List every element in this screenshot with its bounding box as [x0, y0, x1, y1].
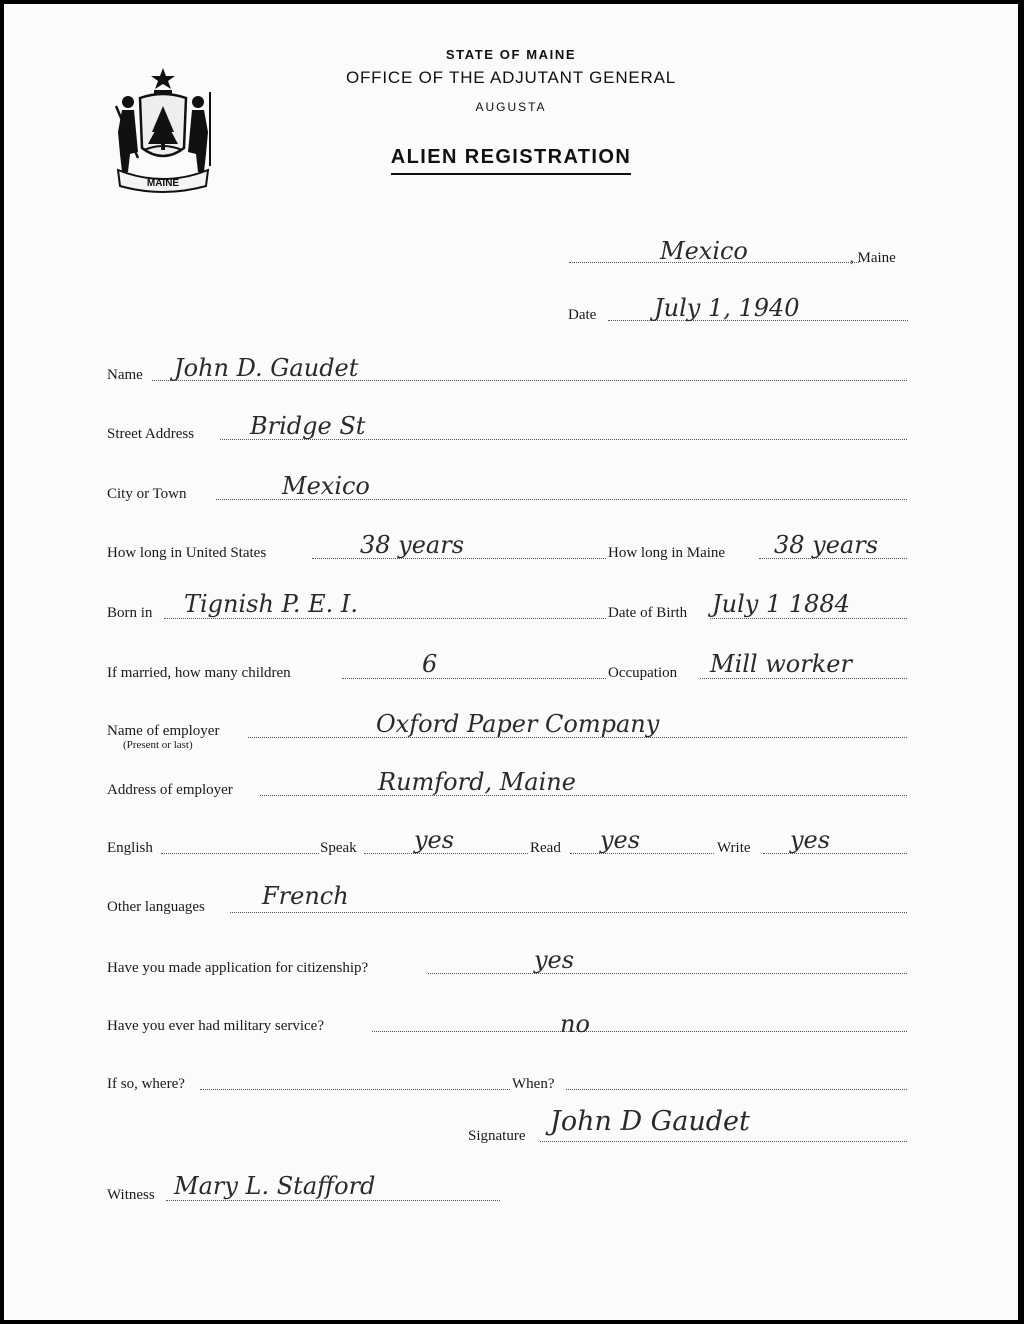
form-title: ALIEN REGISTRATION — [4, 146, 1018, 175]
write-entry: yes — [790, 826, 831, 854]
read-entry: yes — [600, 826, 641, 854]
date-of-birth-line — [710, 618, 907, 619]
name-label: Name — [107, 367, 143, 383]
when-label: When? — [512, 1076, 555, 1092]
registration-form — [4, 4, 1018, 1320]
street-label: Street Address — [107, 426, 195, 442]
occupation-line — [700, 678, 907, 679]
signature-label: Signature — [468, 1128, 526, 1144]
city-entry: Mexico — [282, 472, 370, 500]
witness-line — [166, 1200, 500, 1201]
street-entry: Bridge St — [250, 412, 366, 440]
when-line — [566, 1089, 907, 1090]
read-label: Read — [530, 840, 561, 856]
employer-address-entry: Rumford, Maine — [378, 768, 576, 796]
other-languages-label: Other languages — [107, 899, 205, 915]
employer-label: Name of employer — [107, 723, 220, 739]
citizenship-line — [428, 973, 907, 974]
employer-address-label: Address of employer — [107, 782, 233, 798]
city-heading: AUGUSTA — [475, 100, 547, 114]
employer-address-line — [260, 795, 907, 796]
english-line — [161, 853, 319, 854]
born-in-label: Born in — [107, 605, 153, 621]
other-languages-entry: French — [262, 882, 349, 910]
signature-entry: John D Gaudet — [550, 1106, 750, 1137]
date-entry: July 1, 1940 — [654, 294, 800, 322]
date-of-birth-entry: July 1 1884 — [712, 590, 850, 618]
citizenship-entry: yes — [534, 946, 575, 974]
military-label: Have you ever had military service? — [107, 1018, 324, 1034]
children-label: If married, how many children — [107, 665, 291, 681]
english-label: English — [107, 840, 153, 856]
employer-note: (Present or last) — [123, 739, 193, 751]
write-label: Write — [717, 840, 751, 856]
witness-label: Witness — [107, 1187, 155, 1203]
employer-entry: Oxford Paper Company — [376, 710, 660, 738]
how-long-us-label: How long in United States — [107, 545, 267, 561]
speak-entry: yes — [414, 826, 455, 854]
date-of-birth-label: Date of Birth — [608, 605, 688, 621]
read-line — [570, 853, 714, 854]
if-so-where-line — [200, 1089, 510, 1090]
citizenship-label: Have you made application for citizenship? — [107, 960, 369, 976]
military-entry: no — [560, 1010, 590, 1038]
state-heading: STATE OF MAINE — [445, 47, 577, 62]
write-line — [763, 853, 907, 854]
other-languages-line — [230, 912, 907, 913]
town-entry: Mexico — [660, 237, 748, 265]
speak-label: Speak — [320, 840, 357, 856]
military-line — [372, 1031, 907, 1032]
if-so-where-label: If so, where? — [107, 1076, 185, 1092]
seal-banner-text: MAINE — [146, 178, 180, 189]
how-long-maine-entry: 38 years — [774, 531, 879, 559]
occupation-entry: Mill worker — [710, 650, 852, 678]
children-line — [342, 678, 606, 679]
how-long-us-entry: 38 years — [360, 531, 465, 559]
maine-label: , Maine — [850, 250, 896, 266]
children-entry: 6 — [422, 650, 438, 678]
how-long-maine-label: How long in Maine — [608, 545, 726, 561]
signature-line — [540, 1141, 907, 1142]
office-heading: OFFICE OF THE ADJUTANT GENERAL — [345, 68, 677, 87]
witness-entry: Mary L. Stafford — [174, 1172, 376, 1200]
occupation-label: Occupation — [608, 665, 678, 681]
maine-state-seal-icon — [108, 62, 218, 197]
born-in-line — [164, 618, 606, 619]
name-entry: John D. Gaudet — [174, 354, 359, 382]
date-label: Date — [568, 307, 597, 323]
born-in-entry: Tignish P. E. I. — [184, 590, 359, 618]
city-label: City or Town — [107, 486, 187, 502]
